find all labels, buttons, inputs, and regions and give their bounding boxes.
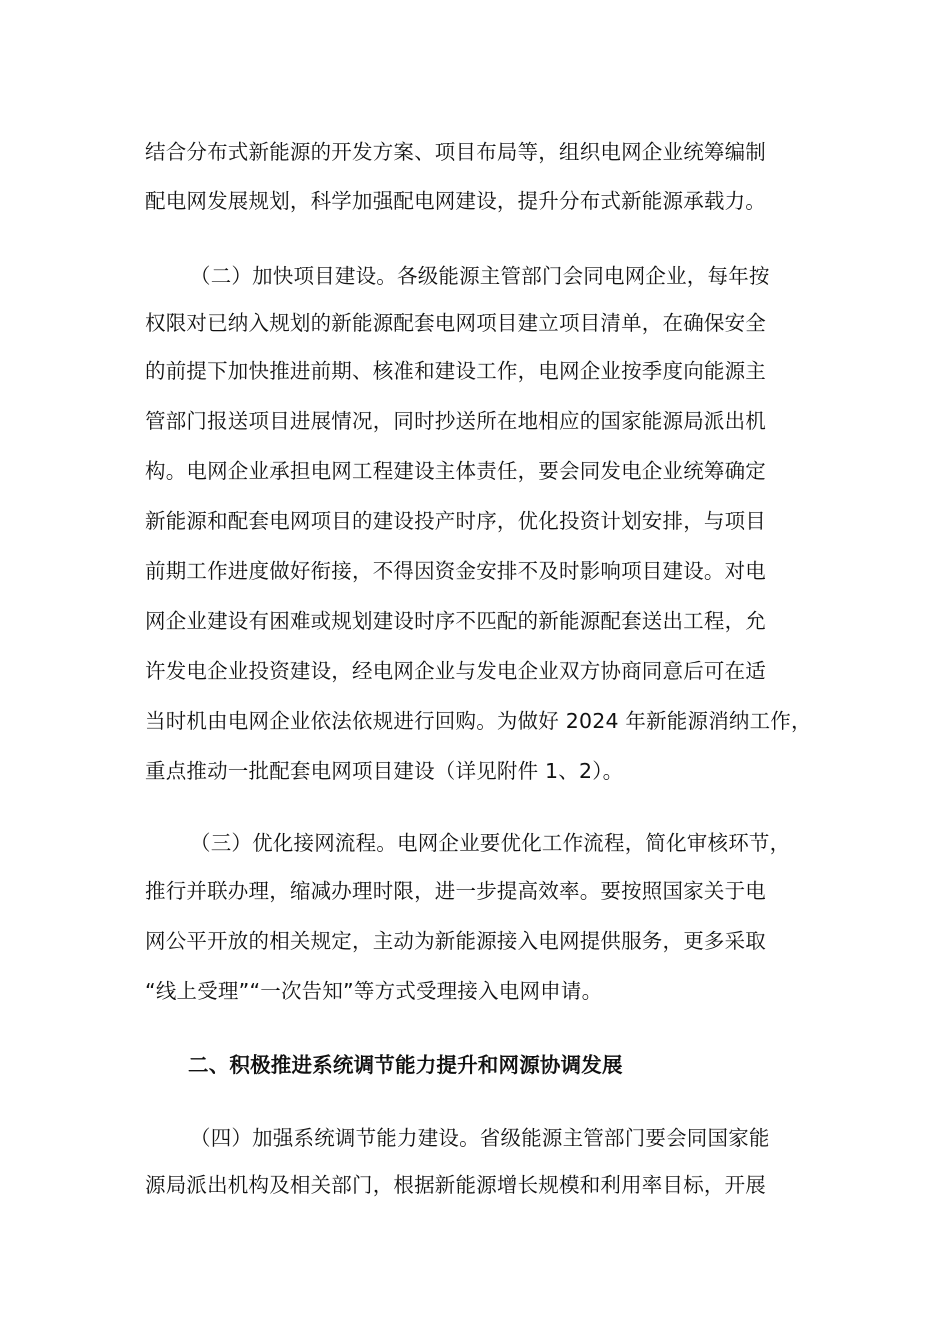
- text-line: 新能源和配套电网项目的建设投产时序，优化投资计划安排，与项目: [145, 509, 766, 533]
- section-heading: 二、积极推进系统调节能力提升和网源协调发展: [188, 1053, 623, 1077]
- paragraph-heading-line: （二）加快项目建设。各级能源主管部门会同电网企业，每年按: [190, 264, 770, 288]
- text-line: 推行并联办理，缩减办理时限，进一步提高效率。要按照国家关于电: [145, 879, 766, 903]
- text-line: 构。电网企业承担电网工程建设主体责任，要会同发电企业统筹确定: [145, 459, 766, 483]
- text-line: 网公平开放的相关规定，主动为新能源接入电网提供服务，更多采取: [145, 929, 766, 953]
- text-line: 网企业建设有困难或规划建设时序不匹配的新能源配套送出工程，允: [145, 609, 766, 633]
- text-line: 源局派出机构及相关部门，根据新能源增长规模和利用率目标，开展: [145, 1173, 766, 1197]
- text-line: 管部门报送项目进展情况，同时抄送所在地相应的国家能源局派出机: [145, 409, 766, 433]
- text-line: 许发电企业投资建设，经电网企业与发电企业双方协商同意后可在适: [145, 659, 766, 683]
- text-line: 结合分布式新能源的开发方案、项目布局等，组织电网企业统筹编制: [145, 140, 766, 164]
- text-line: “线上受理”“一次告知”等方式受理接入电网申请。: [145, 979, 603, 1003]
- text-line: 前期工作进度做好衔接，不得因资金安排不及时影响项目建设。对电: [145, 559, 766, 583]
- text-line: 当时机由电网企业依法依规进行回购。为做好 2024 年新能源消纳工作，: [145, 709, 812, 733]
- paragraph-heading-line: （三）优化接网流程。电网企业要优化工作流程，简化审核环节，: [190, 831, 791, 855]
- text-line: 权限对已纳入规划的新能源配套电网项目建立项目清单，在确保安全: [145, 311, 766, 335]
- text-line: 配电网发展规划，科学加强配电网建设，提升分布式新能源承载力。: [145, 189, 766, 213]
- text-line: 的前提下加快推进前期、核准和建设工作，电网企业按季度向能源主: [145, 359, 766, 383]
- text-line: 重点推动一批配套电网项目建设（详见附件 1、2）。: [145, 759, 624, 783]
- paragraph-heading-line: （四）加强系统调节能力建设。省级能源主管部门要会同国家能: [190, 1126, 770, 1150]
